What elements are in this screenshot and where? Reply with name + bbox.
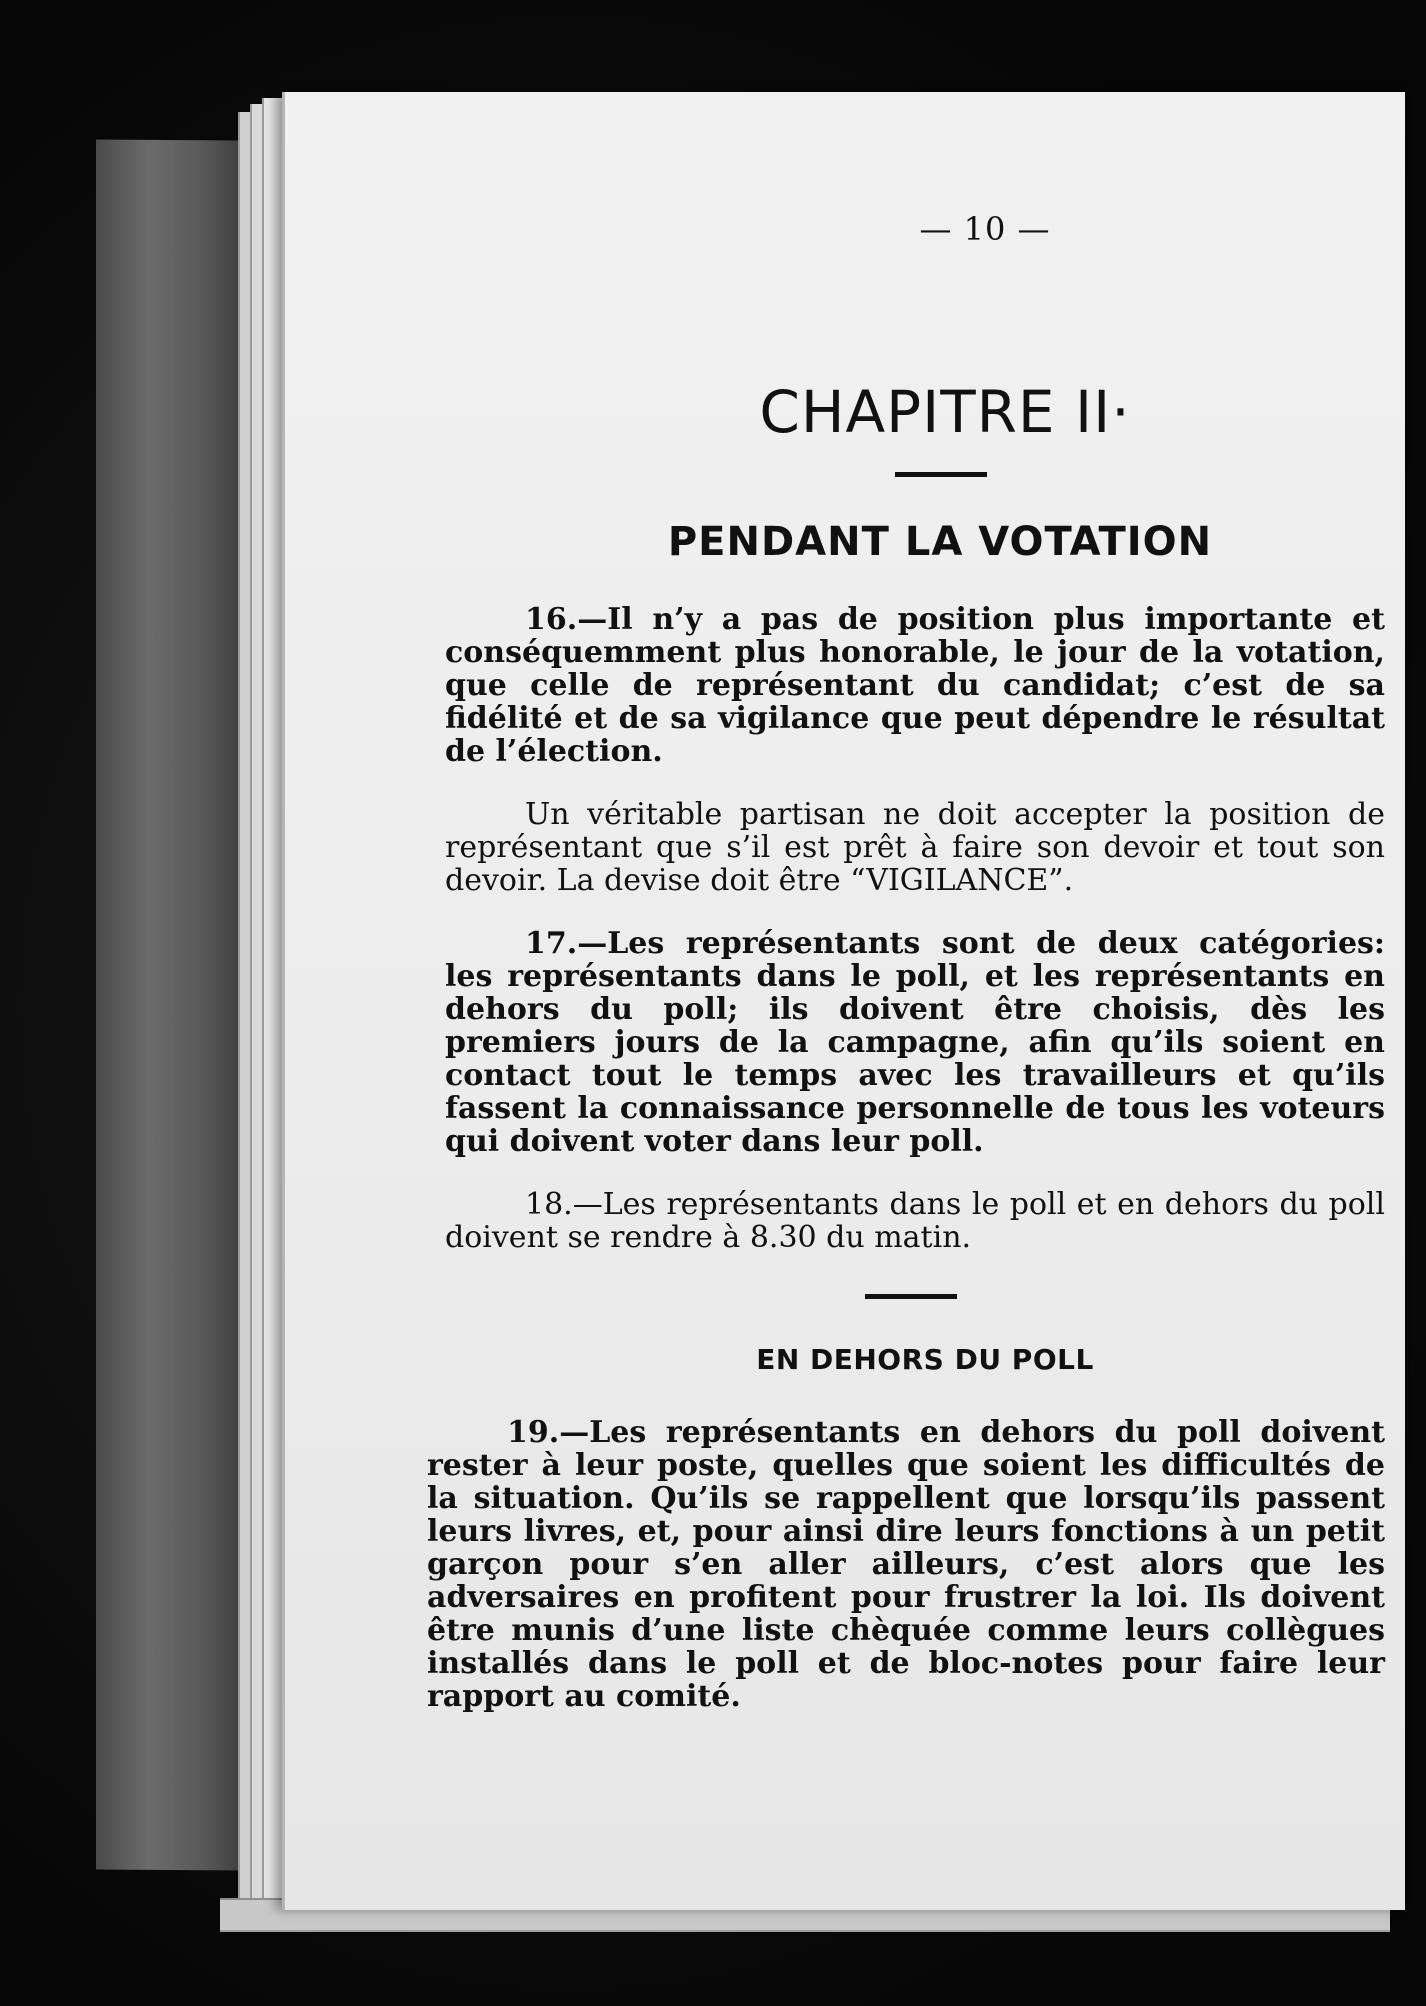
paragraph-18: 18.—Les représentants dans le poll et en dehors du poll doivent se rendre à 8.30 du matin. xyxy=(445,1187,1385,1255)
book-cover-edge xyxy=(96,139,246,1870)
subsection-title: EN DEHORS DU POLL xyxy=(756,1343,1094,1376)
paragraph-17: 17.—Les représentants sont de deux catégories: les représentants dans le poll, et les représentants en dehors du poll; ils doivent être choisis, dès les premiers jours de la campagne, afin qu’ils soient en contact tout le temps avec les travailleurs et qu’ils fassent la connaissance personnelle de tous les voteurs qui doivent voter dans leur poll. xyxy=(445,926,1385,1159)
section-divider xyxy=(865,1294,957,1299)
page-content xyxy=(427,210,1385,1743)
paragraph-16: 16.—Il n’y a pas de position plus importante et conséquemment plus honorable, le jour de la votation, que celle de représentant du candidat; c’est de sa fidélité et de sa vigilance que peut dépendre le résultat de l’élection. xyxy=(445,602,1385,769)
paragraph-16-continued: Un véritable partisan ne doit accepter la position de représentant que s’il est prêt à faire son devoir et tout son devoir. La devise doit être “VIGILANCE”. xyxy=(445,797,1385,898)
chapter-title: CHAPITRE II· xyxy=(759,378,1131,446)
page-number: — 10 — xyxy=(919,210,1051,248)
paragraph-19: 19.—Les représentants en dehors du poll doivent rester à leur poste, quelles que soient les difficultés de la situation. Qu’ils se rappellent que lorsqu’ils passent leurs livres, et, pour ainsi dire leurs fonctions à un petit garçon pour s’en aller ailleurs, c’est alors que les adversaires en profitent pour frustrer la loi. Ils doivent être munis d’une liste chèquée comme leurs collègues installés dans le poll et de bloc-notes pour faire leur rapport au comité. xyxy=(427,1415,1385,1714)
title-divider xyxy=(895,472,987,477)
section-title: PENDANT LA VOTATION xyxy=(667,519,1213,565)
